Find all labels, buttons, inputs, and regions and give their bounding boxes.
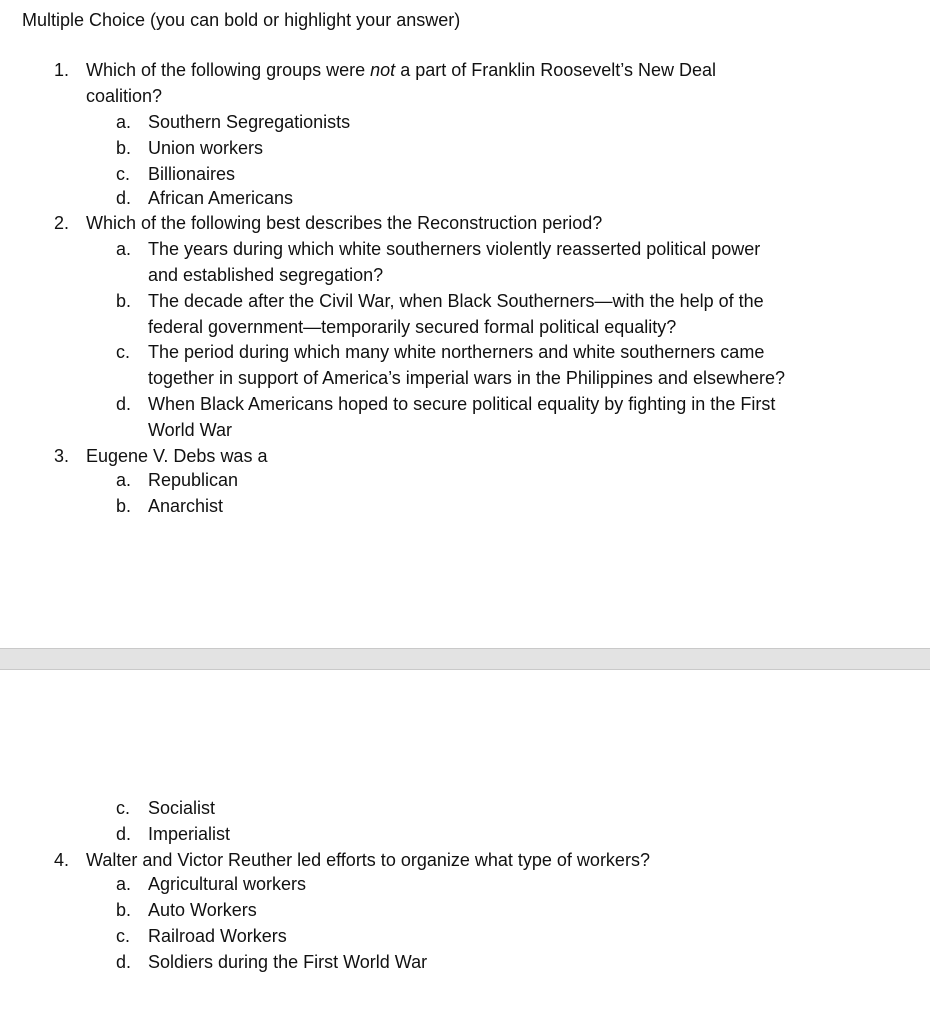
page-2 [0, 670, 930, 1022]
option-letter: c. [116, 926, 131, 946]
question-1-text-start: Which of the following groups were [86, 60, 371, 80]
option-text[interactable]: Union workers [148, 138, 264, 158]
option-text-continued[interactable]: and established segregation? [148, 265, 384, 285]
option-text[interactable]: Billionaires [148, 164, 236, 184]
option-text-continued[interactable]: together in support of America’s imperial wars in the Philippines and elsewhere? [148, 368, 786, 388]
option-letter: a. [116, 239, 132, 259]
option-text[interactable]: The period during which many white northerners and white southerners came [148, 342, 765, 362]
option-letter: d. [116, 394, 132, 414]
option-text[interactable]: Anarchist [148, 496, 224, 516]
question-1-text [86, 57, 716, 83]
question-1-text-end: a part of Franklin Roosevelt’s New Deal [395, 60, 716, 80]
option-text[interactable]: When Black Americans hoped to secure political equality by fighting in the First [148, 394, 776, 414]
question-2-text: Which of the following best describes the Reconstruction period? [86, 213, 603, 233]
option-text[interactable]: Railroad Workers [148, 926, 287, 946]
question-2-number: 2. [54, 213, 70, 233]
option-letter: c. [116, 342, 131, 362]
option-text[interactable]: Republican [148, 470, 239, 490]
question-1-text-line2: coalition? [86, 86, 163, 106]
question-1-number: 1. [54, 60, 70, 80]
option-text-continued[interactable]: federal government—temporarily secured formal political equality? [148, 317, 677, 337]
option-text[interactable]: Southern Segregationists [148, 112, 351, 132]
option-text[interactable]: The decade after the Civil War, when Black Southerners—with the help of the [148, 291, 764, 311]
question-3-text: Eugene V. Debs was a [86, 446, 268, 466]
option-text[interactable]: Auto Workers [148, 900, 257, 920]
instructions: Multiple Choice (you can bold or highlight your answer) [22, 10, 461, 30]
option-letter: d. [116, 952, 132, 972]
option-text[interactable]: African Americans [148, 188, 294, 208]
option-text-continued[interactable]: World War [148, 420, 233, 440]
question-1-emphasis: not [370, 60, 396, 80]
option-text[interactable]: Imperialist [148, 824, 231, 844]
question-3-number: 3. [54, 446, 70, 466]
question-4-text: Walter and Victor Reuther led efforts to organize what type of workers? [86, 850, 650, 870]
option-text[interactable]: Soldiers during the First World War [148, 952, 428, 972]
option-text[interactable]: The years during which white southerners violently reasserted political power [148, 239, 761, 259]
option-letter: a. [116, 874, 132, 894]
option-letter: b. [116, 138, 132, 158]
option-letter: b. [116, 291, 132, 311]
option-letter: b. [116, 496, 132, 516]
option-letter: d. [116, 188, 132, 208]
option-letter: d. [116, 824, 132, 844]
option-letter: c. [116, 798, 131, 818]
option-letter: b. [116, 900, 132, 920]
option-letter: c. [116, 164, 131, 184]
option-letter: a. [116, 470, 132, 490]
option-text[interactable]: Socialist [148, 798, 216, 818]
option-text[interactable]: Agricultural workers [148, 874, 307, 894]
page-separator [0, 648, 930, 670]
option-letter: a. [116, 112, 132, 132]
question-4-number: 4. [54, 850, 70, 870]
